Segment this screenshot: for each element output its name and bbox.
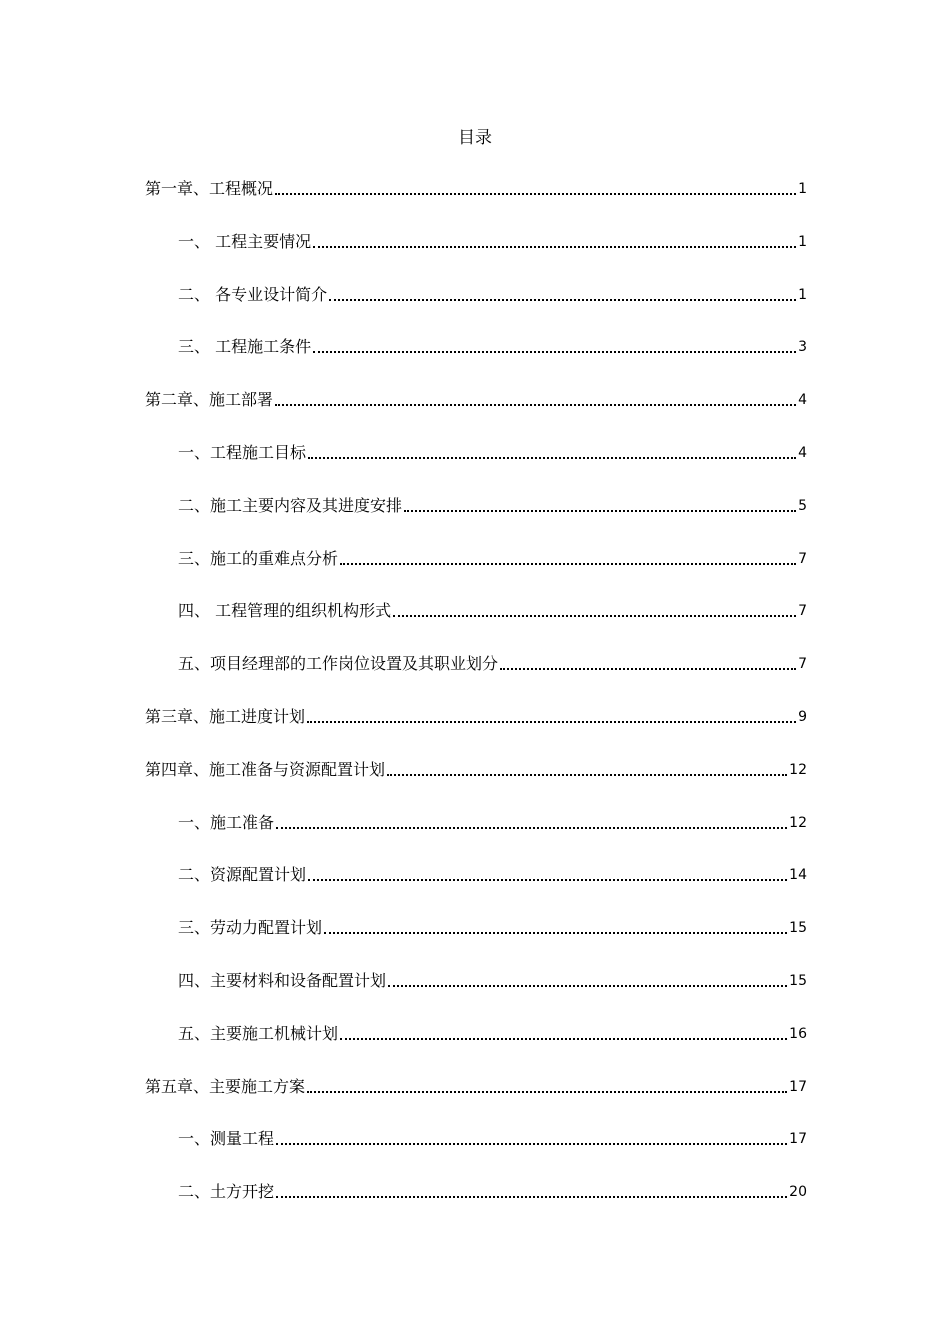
toc-dot-leader — [324, 932, 787, 934]
toc-page-number: 7 — [798, 551, 807, 567]
toc-entry-title: 二、土方开挖 — [178, 1182, 275, 1201]
toc-page-number: 1 — [798, 287, 807, 303]
toc-entry-title: 一、工程施工目标 — [178, 443, 307, 462]
toc-page-number: 1 — [798, 234, 807, 250]
toc-page-number: 12 — [789, 762, 807, 778]
toc-section-entry[interactable] — [178, 545, 807, 573]
toc-dot-leader — [313, 351, 796, 353]
toc-page-number: 7 — [798, 656, 807, 672]
toc-dot-leader — [275, 193, 796, 195]
toc-entry-title: 三、劳动力配置计划 — [178, 918, 323, 937]
toc-entry-title: 三、 工程施工条件 — [178, 337, 312, 356]
toc-entry-title: 四、 工程管理的组织机构形式 — [178, 601, 392, 620]
toc-section-entry[interactable] — [178, 281, 807, 309]
toc-section-entry[interactable] — [178, 492, 807, 520]
toc-section-entry[interactable] — [178, 228, 807, 256]
toc-entry-title: 二、施工主要内容及其进度安排 — [178, 496, 403, 515]
toc-dot-leader — [340, 563, 796, 565]
toc-section-entry[interactable] — [178, 1125, 807, 1153]
toc-chapter-entry[interactable] — [145, 1073, 807, 1101]
toc-dot-leader — [276, 1196, 787, 1198]
toc-section-entry[interactable] — [178, 1020, 807, 1048]
toc-dot-leader — [329, 299, 796, 301]
toc-section-entry[interactable] — [178, 861, 807, 889]
toc-section-entry[interactable] — [178, 597, 807, 625]
toc-section-entry[interactable] — [178, 914, 807, 942]
toc-dot-leader — [275, 404, 796, 406]
toc-entry-title: 一、 工程主要情况 — [178, 232, 312, 251]
toc-section-entry[interactable] — [178, 439, 807, 467]
toc-page-number: 12 — [789, 815, 807, 831]
toc-dot-leader — [308, 879, 787, 881]
toc-page-number: 17 — [789, 1131, 807, 1147]
toc-chapter-entry[interactable] — [145, 756, 807, 784]
toc-entry-title: 五、项目经理部的工作岗位设置及其职业划分 — [178, 654, 499, 673]
toc-page-number: 1 — [798, 181, 807, 197]
toc-entry-title: 一、测量工程 — [178, 1129, 275, 1148]
toc-section-entry[interactable] — [178, 333, 807, 361]
toc-page-number: 16 — [789, 1026, 807, 1042]
toc-section-entry[interactable] — [178, 809, 807, 837]
toc-chapter-entry[interactable] — [145, 703, 807, 731]
toc-entry-title: 第五章、主要施工方案 — [145, 1077, 306, 1096]
toc-dot-leader — [388, 985, 787, 987]
toc-chapter-entry[interactable] — [145, 386, 807, 414]
toc-entry-title: 二、资源配置计划 — [178, 865, 307, 884]
toc-entry-title: 第二章、施工部署 — [145, 390, 274, 409]
toc-entry-title: 第三章、施工进度计划 — [145, 707, 306, 726]
toc-entry-title: 一、施工准备 — [178, 813, 275, 832]
toc-page-number: 17 — [789, 1079, 807, 1095]
toc-title: 目录 — [458, 128, 492, 148]
toc-dot-leader — [393, 615, 796, 617]
toc-chapter-entry[interactable] — [145, 175, 807, 203]
toc-section-entry[interactable] — [178, 650, 807, 678]
toc-dot-leader — [387, 774, 787, 776]
toc-page-number: 3 — [798, 339, 807, 355]
toc-page-number: 9 — [798, 709, 807, 725]
toc-entry-title: 三、施工的重难点分析 — [178, 549, 339, 568]
toc-page-number: 4 — [798, 392, 807, 408]
toc-page-number: 15 — [789, 920, 807, 936]
toc-dot-leader — [500, 668, 796, 670]
toc-dot-leader — [404, 510, 796, 512]
toc-section-entry[interactable] — [178, 967, 807, 995]
toc-dot-leader — [313, 246, 796, 248]
toc-section-entry[interactable] — [178, 1178, 807, 1206]
toc-dot-leader — [340, 1038, 787, 1040]
toc-dot-leader — [307, 721, 796, 723]
toc-dot-leader — [307, 1091, 787, 1093]
toc-page-number: 20 — [789, 1184, 807, 1200]
toc-dot-leader — [308, 457, 796, 459]
toc-page-number: 7 — [798, 603, 807, 619]
toc-entry-title: 第四章、施工准备与资源配置计划 — [145, 760, 386, 779]
toc-dot-leader — [276, 1143, 787, 1145]
toc-page-number: 5 — [798, 498, 807, 514]
toc-entry-title: 五、主要施工机械计划 — [178, 1024, 339, 1043]
toc-page-number: 14 — [789, 867, 807, 883]
toc-page-number: 4 — [798, 445, 807, 461]
toc-page-number: 15 — [789, 973, 807, 989]
toc-entry-title: 二、 各专业设计简介 — [178, 285, 328, 304]
toc-entry-title: 四、主要材料和设备配置计划 — [178, 971, 387, 990]
toc-entry-title: 第一章、工程概况 — [145, 179, 274, 198]
toc-dot-leader — [276, 827, 787, 829]
